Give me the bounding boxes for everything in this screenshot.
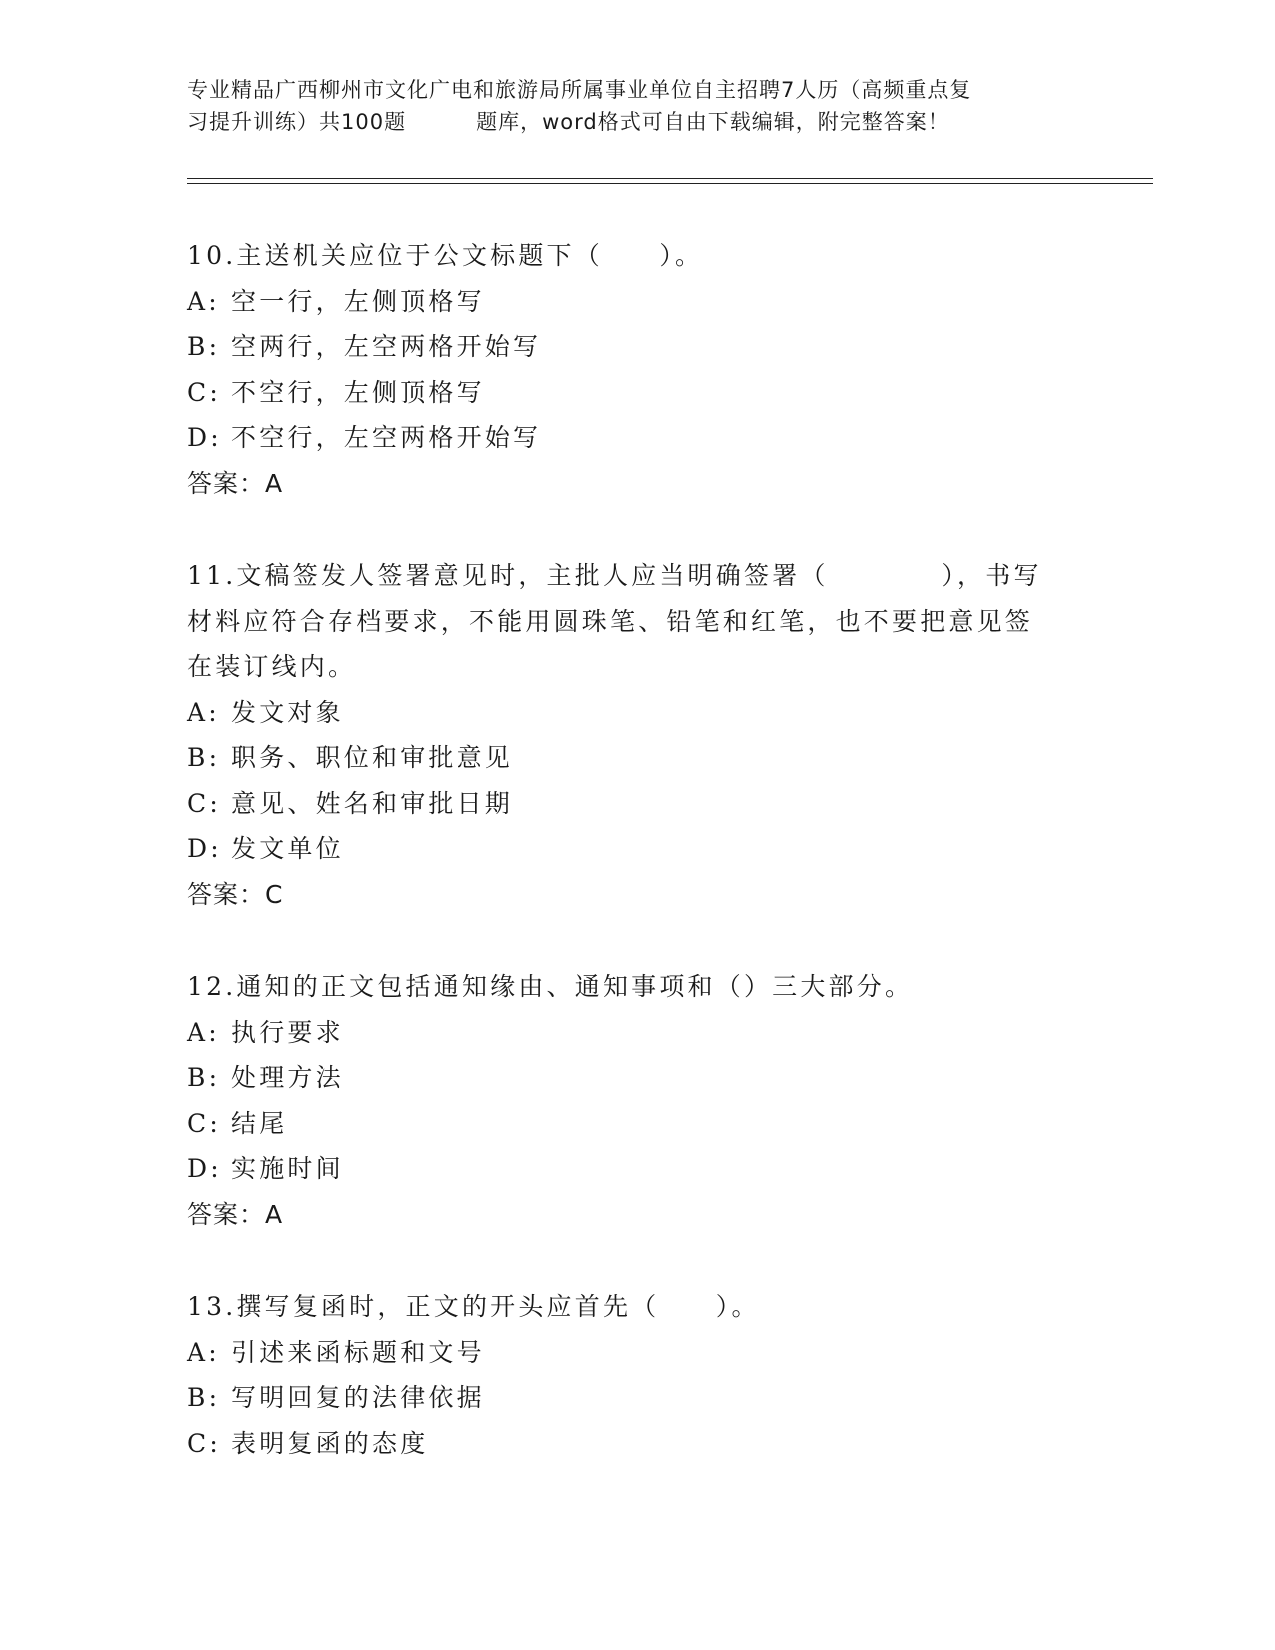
option-letter: D: bbox=[187, 423, 222, 452]
answer-line: 答案：A bbox=[187, 468, 284, 498]
option-text: 结尾 bbox=[231, 1108, 288, 1138]
option-text: 空两行，左空两格开始写 bbox=[231, 332, 542, 361]
question-stem-line: 在装订线内。 bbox=[187, 652, 357, 681]
option-letter: A: bbox=[187, 286, 220, 316]
option-letter: A: bbox=[187, 1337, 220, 1367]
option-row bbox=[187, 826, 1087, 872]
option-text: 不空行，左空两格开始写 bbox=[231, 423, 542, 452]
option-row bbox=[187, 1101, 1087, 1147]
option-row bbox=[187, 324, 1087, 370]
option-letter: C: bbox=[187, 1428, 221, 1458]
question-stem-line: 材料应符合存档要求，不能用圆珠笔、铅笔和红笔，也不要把意见签 bbox=[187, 606, 1034, 636]
option-text: 发文单位 bbox=[231, 834, 344, 863]
header-line-2 bbox=[187, 106, 1087, 138]
option-text: 职务、职位和审批意见 bbox=[231, 743, 514, 772]
header-line-2-part-2: 题库，word格式可自由下载编辑，附完整答案！ bbox=[476, 110, 950, 134]
option-letter: A: bbox=[187, 697, 220, 727]
question-block bbox=[187, 964, 1087, 1237]
option-text: 执行要求 bbox=[231, 1017, 344, 1047]
option-text: 不空行，左侧顶格写 bbox=[231, 377, 485, 407]
question-list bbox=[187, 233, 1087, 1513]
header-line-2-part-1: 习提升训练）共100题 bbox=[187, 110, 407, 134]
option-text: 写明回复的法律依据 bbox=[231, 1383, 485, 1412]
option-text: 意见、姓名和审批日期 bbox=[231, 788, 514, 818]
option-letter: B: bbox=[187, 743, 221, 772]
option-letter: D: bbox=[187, 1154, 222, 1183]
question-stem-line: 12.通知的正文包括通知缘由、通知事项和（）三大部分。 bbox=[187, 972, 914, 1001]
option-row bbox=[187, 1055, 1087, 1101]
option-letter: C: bbox=[187, 788, 221, 818]
question-block bbox=[187, 1284, 1087, 1466]
header-line-1: 专业精品广西柳州市文化广电和旅游局所属事业单位自主招聘7人历（高频重点复 bbox=[187, 78, 972, 102]
option-row bbox=[187, 1146, 1087, 1192]
question-block bbox=[187, 233, 1087, 506]
option-row bbox=[187, 1375, 1087, 1421]
option-text: 实施时间 bbox=[231, 1154, 344, 1183]
option-row bbox=[187, 1421, 1087, 1467]
question-block bbox=[187, 553, 1087, 917]
question-stem-line: 10.主送机关应位于公文标题下（ ）。 bbox=[187, 241, 704, 270]
option-letter: B: bbox=[187, 1063, 221, 1092]
option-row bbox=[187, 735, 1087, 781]
option-text: 发文对象 bbox=[231, 697, 344, 727]
option-row bbox=[187, 279, 1087, 325]
option-row bbox=[187, 690, 1087, 736]
option-text: 引述来函标题和文号 bbox=[231, 1337, 485, 1367]
answer-line: 答案：C bbox=[187, 879, 284, 909]
option-row bbox=[187, 415, 1087, 461]
option-letter: C: bbox=[187, 377, 221, 407]
question-stem-line: 13.撰写复函时，正文的开头应首先（ ）。 bbox=[187, 1292, 760, 1321]
option-row bbox=[187, 1010, 1087, 1056]
question-stem-line: 11.文稿签发人签署意见时，主批人应当明确签署（ ），书写 bbox=[187, 561, 1042, 590]
option-letter: A: bbox=[187, 1017, 220, 1047]
option-row bbox=[187, 370, 1087, 416]
answer-line: 答案：A bbox=[187, 1199, 284, 1229]
option-letter: D: bbox=[187, 834, 222, 863]
option-row bbox=[187, 781, 1087, 827]
document-header bbox=[187, 74, 1087, 138]
option-letter: B: bbox=[187, 1383, 221, 1412]
header-divider-bottom bbox=[187, 183, 1153, 184]
option-text: 处理方法 bbox=[231, 1063, 344, 1092]
option-text: 空一行，左侧顶格写 bbox=[231, 286, 485, 316]
option-letter: C: bbox=[187, 1108, 221, 1138]
header-divider-top bbox=[187, 178, 1153, 179]
option-row bbox=[187, 1330, 1087, 1376]
option-text: 表明复函的态度 bbox=[231, 1428, 429, 1458]
option-letter: B: bbox=[187, 332, 221, 361]
